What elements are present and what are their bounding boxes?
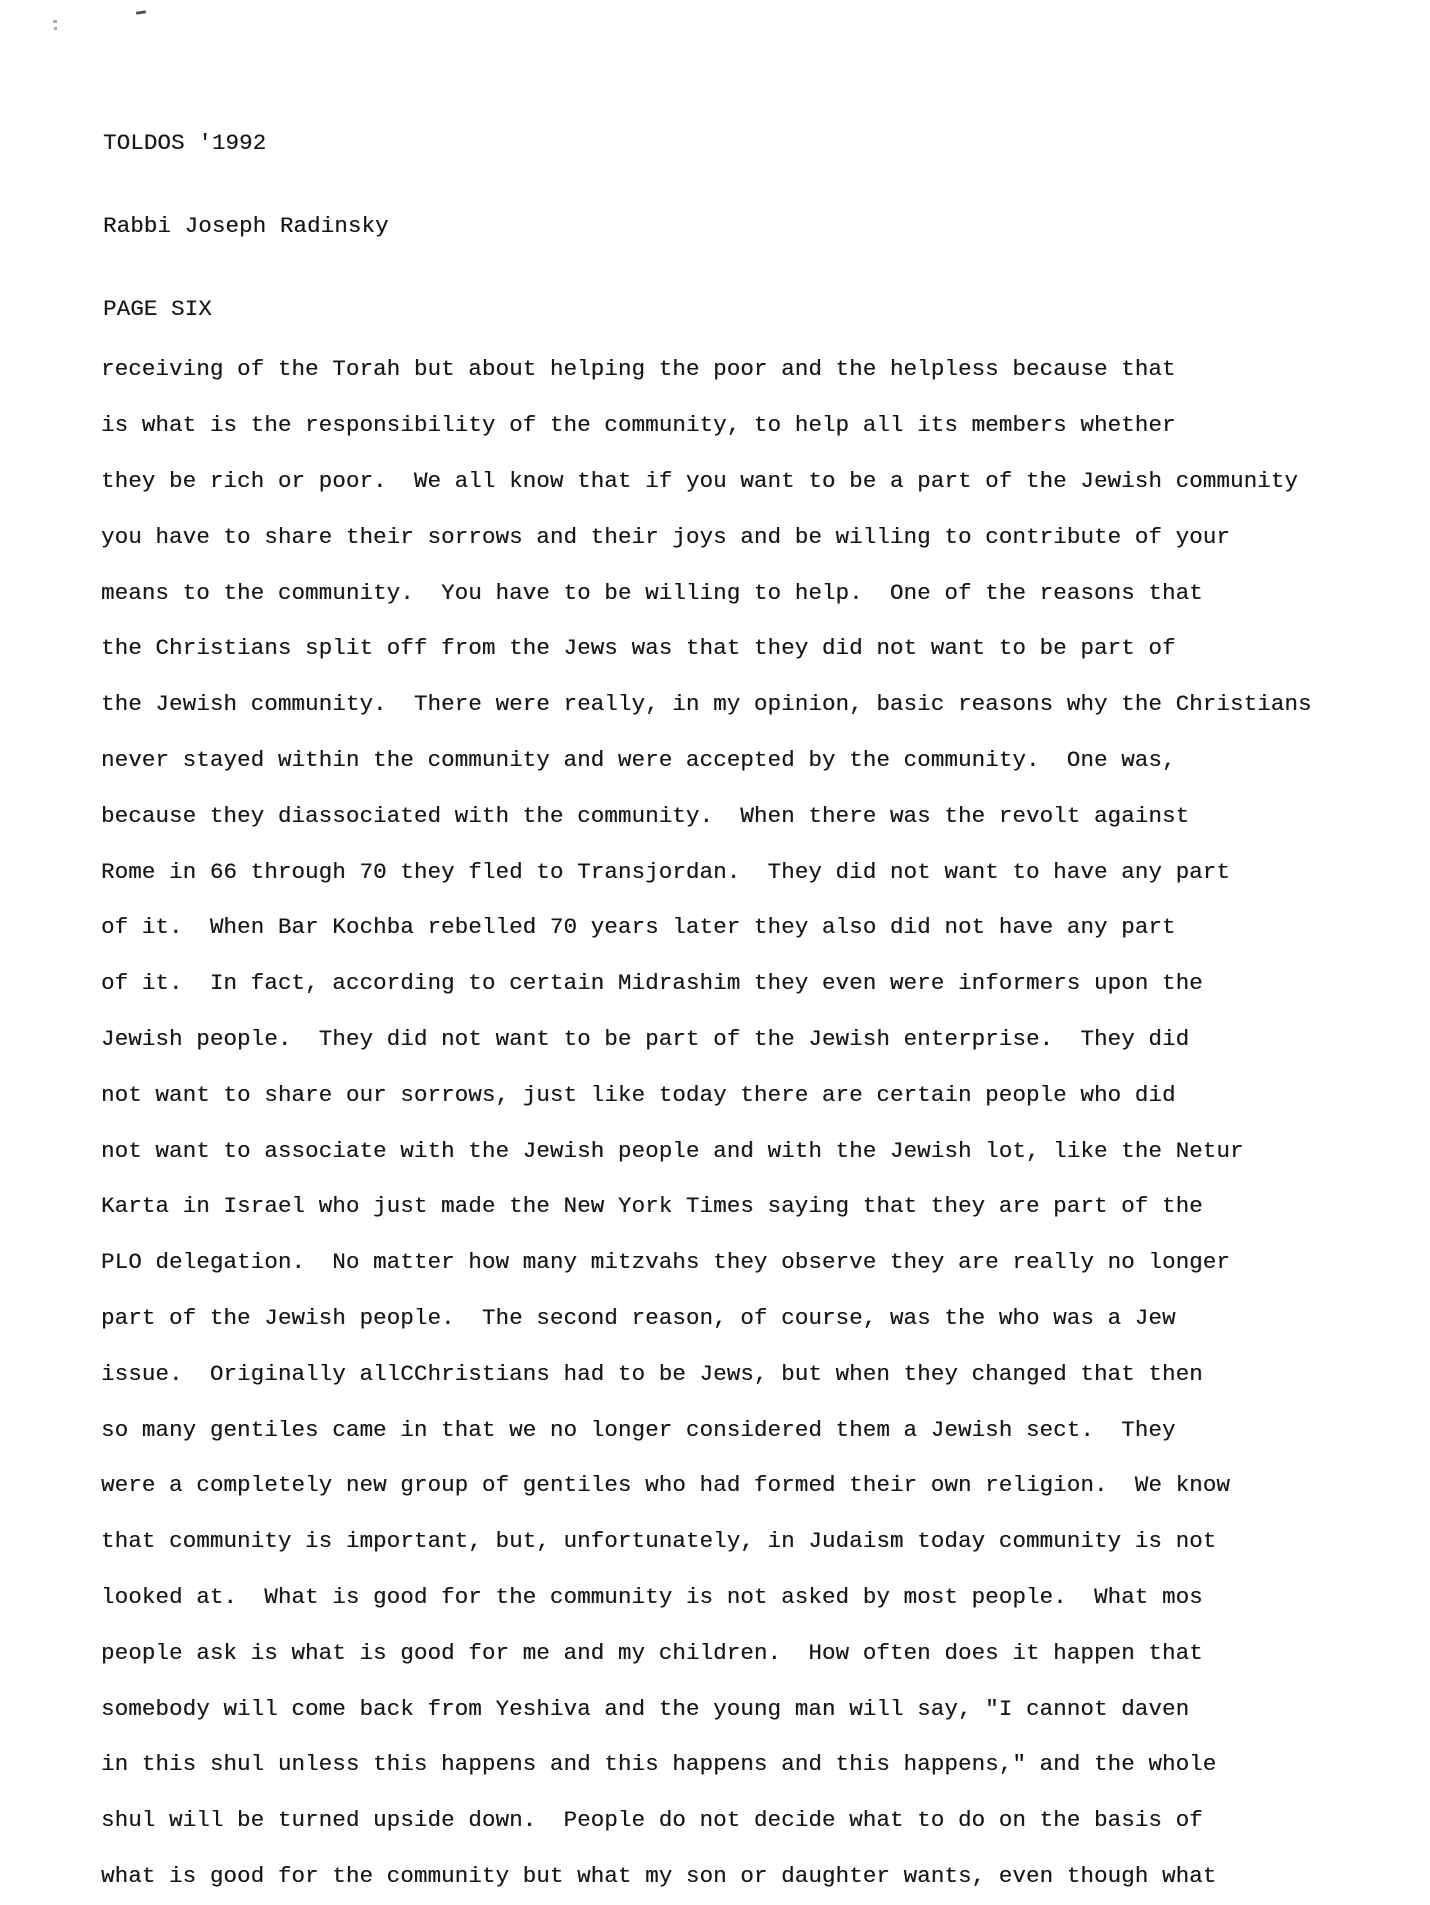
- text-line: the Jewish community. There were really, in my opinion, basic reasons why the Christians: [101, 691, 1312, 718]
- text-line: so many gentiles came in that we no longer considered them a Jewish sect. They: [101, 1416, 1176, 1443]
- text-line: Rome in 66 through 70 they fled to Transjordan. They did not want to have any part: [101, 858, 1230, 885]
- text-line: never stayed within the community and were accepted by the community. One was,: [101, 746, 1176, 773]
- text-line: you have to share their sorrows and their joys and be willing to contribute of your: [101, 523, 1230, 550]
- text-line: Karta in Israel who just made the New York Times saying that they are part of the: [101, 1193, 1203, 1220]
- text-line: somebody will come back from Yeshiva and the young man will say, "I cannot daven: [101, 1695, 1190, 1722]
- doc-author: Rabbi Joseph Radinsky: [103, 212, 389, 239]
- doc-page-label: PAGE SIX: [103, 295, 212, 322]
- text-line: looked at. What is good for the community is not asked by most people. What mos: [101, 1583, 1203, 1610]
- text-line: shul will be turned upside down. People do not decide what to do on the basis of: [101, 1807, 1203, 1834]
- text-line: means to the community. You have to be willing to help. One of the reasons that: [101, 579, 1203, 606]
- text-line: not want to associate with the Jewish people and with the Jewish lot, like the Netur: [101, 1137, 1244, 1164]
- text-line: what is good for the community but what my son or daughter wants, even though what: [101, 1862, 1217, 1889]
- text-line: Jewish people. They did not want to be part of the Jewish enterprise. They did: [101, 1025, 1190, 1052]
- text-line: is what is the responsibility of the community, to help all its members whether: [101, 412, 1176, 439]
- text-line: of it. When Bar Kochba rebelled 70 years later they also did not have any part: [101, 914, 1176, 941]
- text-line: they be rich or poor. We all know that if you want to be a part of the Jewish community: [101, 467, 1298, 494]
- text-line: the Christians split off from the Jews was that they did not want to be part of: [101, 635, 1176, 662]
- doc-title: TOLDOS '1992: [103, 130, 267, 157]
- text-line: in this shul unless this happens and this happens and this happens," and the whole: [101, 1751, 1217, 1778]
- text-line: issue. Originally allCChristians had to be Jews, but when they changed that then: [101, 1360, 1203, 1387]
- text-line: part of the Jewish people. The second reason, of course, was the who was a Jew: [101, 1304, 1176, 1331]
- text-line: that community is important, but, unfortunately, in Judaism today community is not: [101, 1528, 1217, 1555]
- text-line: receiving of the Torah but about helping the poor and the helpless because that: [101, 356, 1176, 383]
- text-line: PLO delegation. No matter how many mitzvahs they observe they are really no longer: [101, 1249, 1230, 1276]
- document-body: [101, 175, 1312, 1905]
- text-line: people ask is what is good for me and my children. How often does it happen that: [101, 1639, 1203, 1666]
- text-line: not want to share our sorrows, just like today there are certain people who did: [101, 1081, 1176, 1108]
- text-line: because they diassociated with the community. When there was the revolt against: [101, 802, 1190, 829]
- scan-artifact-dash: [136, 10, 146, 14]
- text-line: were a completely new group of gentiles who had formed their own religion. We know: [101, 1472, 1230, 1499]
- text-line: of it. In fact, according to certain Midrashim they even were informers upon the: [101, 970, 1203, 997]
- scan-artifact-speck: [52, 20, 59, 32]
